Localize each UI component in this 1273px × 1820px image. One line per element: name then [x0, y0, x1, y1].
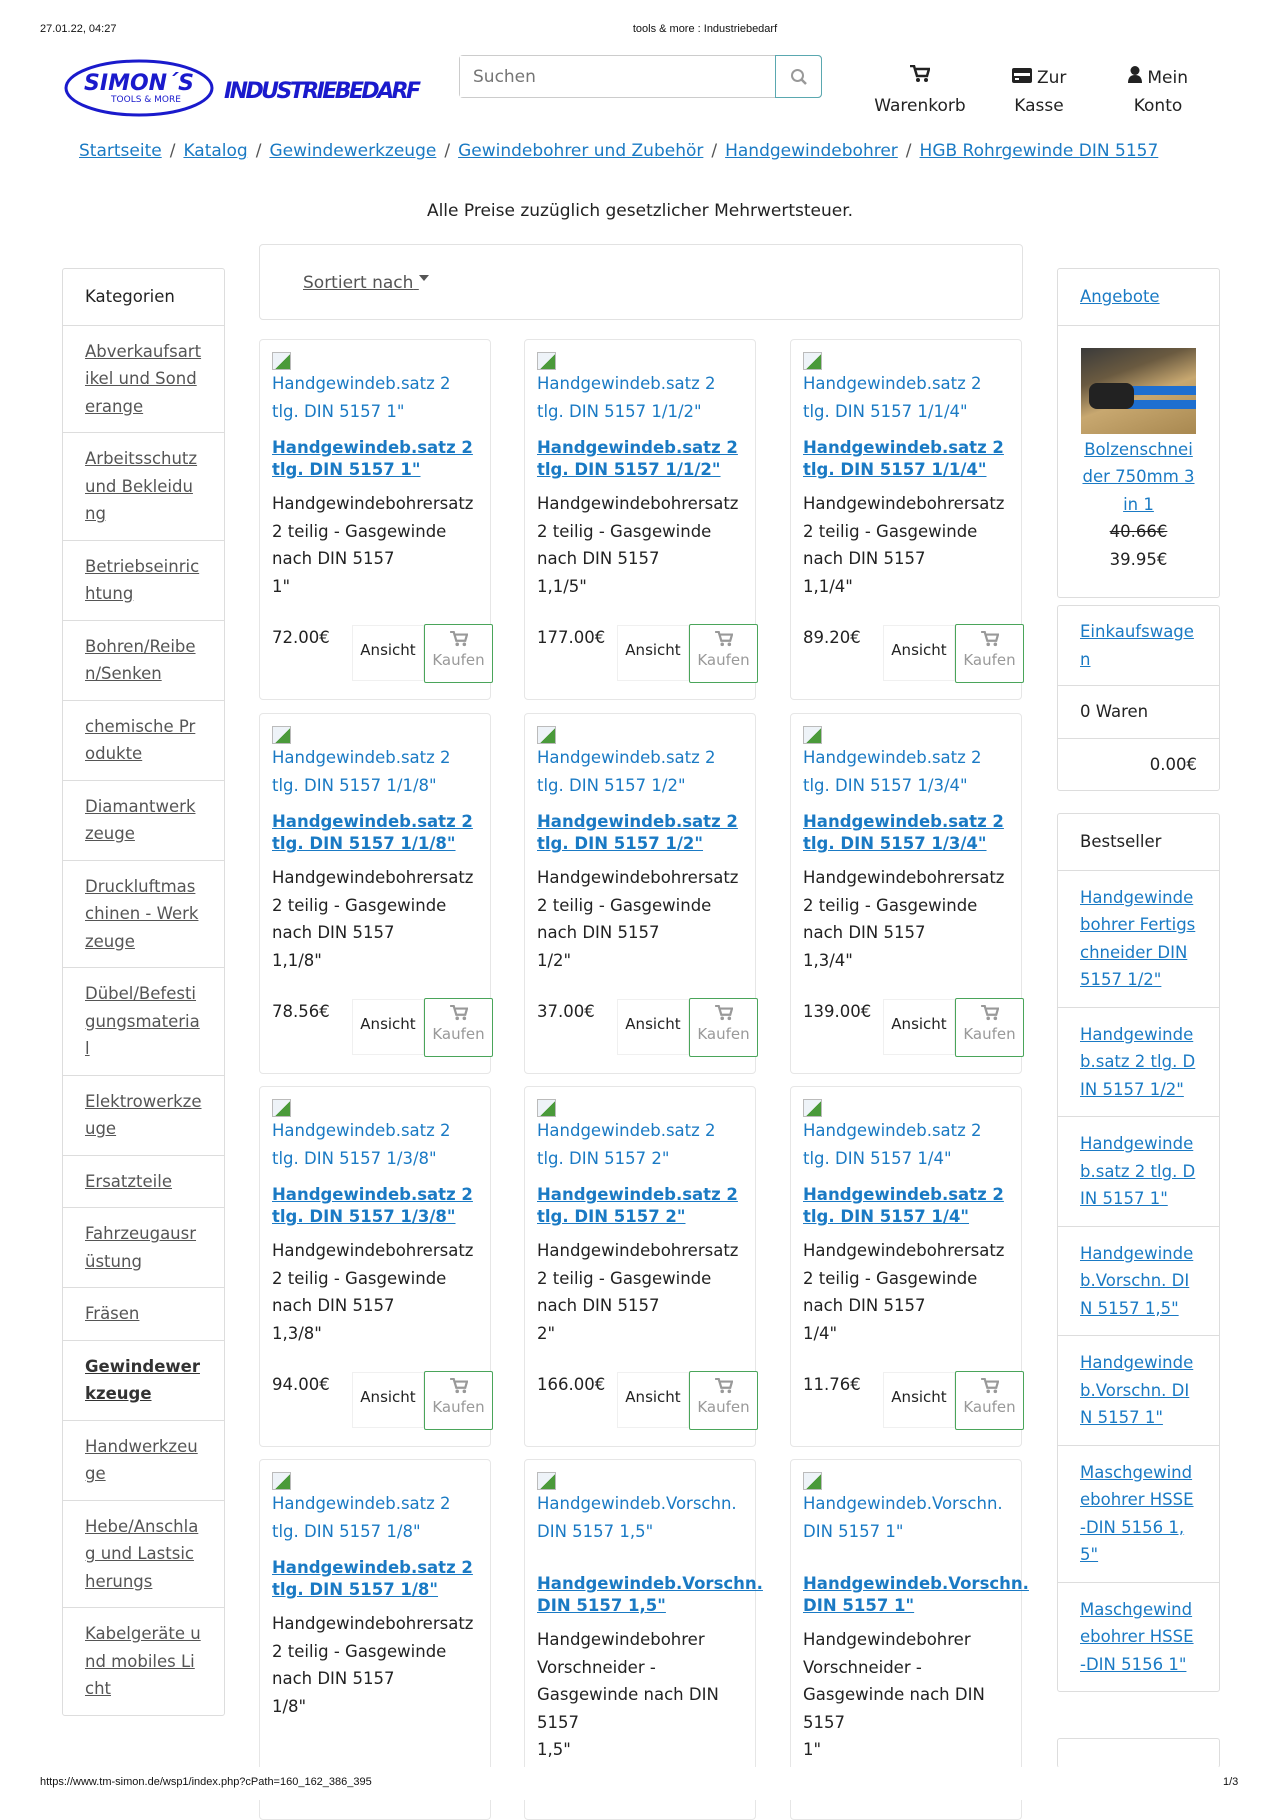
product-image-alt[interactable]: Handgewindeb.Vorschn. DIN 5157 1": [803, 1494, 1003, 1541]
print-title: tools & more : Industriebedarf: [632, 23, 778, 35]
buy-label: Kaufen: [963, 1398, 1016, 1416]
category-item: [63, 967, 224, 1075]
description-line: 2 teilig - Gasgewinde: [272, 895, 447, 915]
checkout-link[interactable]: [998, 64, 1080, 120]
product-price: 37.00€: [537, 1002, 595, 1021]
cart-icon: [981, 631, 999, 647]
category-item: [63, 1155, 224, 1208]
description-line: nach DIN 5157: [803, 549, 926, 568]
breadcrumb-separator: /: [905, 141, 912, 161]
cart-icon: [910, 65, 930, 83]
category-item: [63, 1075, 224, 1155]
offer-old-price: 40.66€: [1109, 522, 1168, 541]
broken-image-icon[interactable]: [272, 1099, 291, 1117]
offers-panel: [1057, 268, 1220, 598]
view-button[interactable]: Ansicht: [883, 999, 955, 1055]
bestseller-item: [1058, 870, 1219, 1007]
offer-product-image[interactable]: [1081, 348, 1196, 434]
bestseller-item: [1058, 1582, 1219, 1692]
broken-image-icon[interactable]: [537, 352, 556, 370]
category-link[interactable]: Druckluftmaschinen - Werkzeuge: [85, 876, 199, 951]
buy-label: Kaufen: [697, 1025, 750, 1043]
view-button[interactable]: Ansicht: [352, 1372, 424, 1428]
category-link[interactable]: Bohren/Reiben/Senken: [85, 636, 196, 683]
product-description: [537, 1626, 743, 1759]
description-line: 1/4": [803, 1323, 838, 1343]
category-item: [63, 620, 224, 700]
account-label-2: Konto: [1133, 96, 1183, 116]
description-line: 2 teilig - Gasgewinde: [537, 895, 712, 915]
category-item: [63, 1207, 224, 1287]
print-page-number: 1/3: [1223, 1776, 1239, 1788]
product-card: [790, 339, 1022, 700]
product-price: 11.76€: [803, 1375, 861, 1394]
product-description: [537, 1237, 743, 1355]
buy-button[interactable]: [689, 1371, 758, 1430]
product-title-link[interactable]: Handgewindeb.satz 2 tlg. DIN 5157 1/3/4": [803, 812, 1004, 853]
description-line: Handgewindebohrersatz: [803, 1241, 1005, 1260]
description-line: nach DIN 5157: [537, 1296, 660, 1315]
product-card: [790, 713, 1022, 1074]
offer-product-link[interactable]: Bolzenschneider 750mm 3 in 1: [1082, 439, 1195, 514]
product-description: [272, 1237, 478, 1355]
description-line: 1,3/4": [803, 950, 853, 970]
buy-button[interactable]: [955, 1371, 1024, 1430]
breadcrumb-separator: /: [169, 141, 176, 161]
product-description: [272, 864, 478, 982]
checkout-label-2: Kasse: [1014, 96, 1064, 116]
breadcrumb-link[interactable]: Startseite: [79, 141, 162, 161]
category-link[interactable]: chemische Produkte: [85, 716, 196, 763]
buy-label: Kaufen: [963, 1025, 1016, 1043]
buy-button[interactable]: [689, 624, 758, 683]
search-icon: [790, 68, 808, 86]
sort-label: Sortiert nach: [303, 273, 414, 293]
breadcrumb-link[interactable]: Katalog: [183, 141, 248, 161]
category-link[interactable]: Gewindewerkzeuge: [85, 1356, 200, 1403]
breadcrumb-separator: /: [255, 141, 262, 161]
description-line: 5157: [537, 1712, 579, 1732]
next-panel: [1057, 1738, 1220, 1768]
view-button[interactable]: Ansicht: [617, 999, 689, 1055]
product-image-alt[interactable]: Handgewindeb.satz 2 tlg. DIN 5157 1/8": [272, 1494, 451, 1541]
description-line: nach DIN 5157: [272, 923, 395, 942]
category-item: [63, 432, 224, 540]
broken-image-icon[interactable]: [803, 1099, 822, 1117]
offers-link[interactable]: Angebote: [1080, 287, 1160, 306]
broken-image-icon[interactable]: [537, 726, 556, 744]
category-link[interactable]: Kabelgeräte und mobiles Licht: [85, 1624, 201, 1698]
buy-label: Kaufen: [697, 1398, 750, 1416]
cart-icon: [715, 1005, 733, 1021]
description-line: 2 teilig - Gasgewinde: [803, 895, 978, 915]
category-link[interactable]: Elektrowerkzeuge: [85, 1091, 202, 1138]
product-image-alt[interactable]: Handgewindeb.satz 2 tlg. DIN 5157 1/1/8": [272, 748, 451, 795]
description-line: 2": [537, 1323, 556, 1343]
product-image-alt[interactable]: Handgewindeb.satz 2 tlg. DIN 5157 1/1/2": [537, 374, 716, 421]
view-button[interactable]: Ansicht: [617, 625, 689, 681]
product-description: [272, 1610, 478, 1728]
description-line: Handgewindebohrersatz: [803, 494, 1005, 513]
breadcrumb-link[interactable]: Gewindebohrer und Zubehör: [458, 141, 704, 161]
bestseller-item: [1058, 1116, 1219, 1226]
description-line: 2 teilig - Gasgewinde: [537, 1268, 712, 1288]
bestseller-link[interactable]: Maschgewindebohrer HSSE -DIN 5156 1,5": [1080, 1462, 1194, 1564]
description-line: 2 teilig - Gasgewinde: [272, 521, 447, 541]
product-card: [524, 713, 756, 1074]
search-input[interactable]: [460, 56, 776, 97]
product-image-alt[interactable]: Handgewindeb.satz 2 tlg. DIN 5157 1/4": [803, 1121, 982, 1168]
cart-icon: [450, 1378, 468, 1394]
cart-total: 0.00€: [1058, 738, 1219, 791]
product-price: 89.20€: [803, 628, 861, 647]
description-line: 2 teilig - Gasgewinde: [803, 521, 978, 541]
broken-image-icon[interactable]: [272, 726, 291, 744]
cart-icon: [450, 631, 468, 647]
product-image-alt[interactable]: Handgewindeb.Vorschn. DIN 5157 1,5": [537, 1494, 737, 1541]
product-price: 78.56€: [272, 1002, 330, 1021]
breadcrumb-link[interactable]: Handgewindebohrer: [725, 141, 898, 161]
offer-price: 39.95€: [1109, 549, 1168, 569]
product-card: [524, 1459, 763, 1820]
category-item: [63, 1607, 224, 1715]
product-description: [803, 490, 1009, 608]
buy-button[interactable]: [955, 624, 1024, 683]
cart-icon: [981, 1378, 999, 1394]
description-line: nach DIN 5157: [272, 1296, 395, 1315]
breadcrumb-link[interactable]: Gewindewerkzeuge: [269, 141, 437, 161]
product-image-alt[interactable]: Handgewindeb.satz 2 tlg. DIN 5157 1/3/4": [803, 748, 982, 795]
cart-link[interactable]: [870, 64, 970, 120]
category-link[interactable]: Handwerkzeuge: [85, 1436, 198, 1483]
category-item: [63, 860, 224, 968]
product-card: [259, 713, 491, 1074]
bestseller-panel: [1057, 813, 1220, 1692]
checkout-label-1: Zur: [1036, 68, 1067, 88]
user-icon: [1128, 66, 1142, 83]
buy-button[interactable]: [424, 1371, 493, 1430]
cart-items-count: 0 Waren: [1058, 685, 1219, 738]
breadcrumb-link[interactable]: HGB Rohrgewinde DIN 5157: [919, 141, 1159, 161]
search-button[interactable]: [775, 55, 822, 98]
broken-image-icon[interactable]: [803, 726, 822, 744]
description-line: 1/8": [272, 1696, 307, 1716]
category-link[interactable]: Fahrzeugausrüstung: [85, 1224, 197, 1271]
description-line: 1": [272, 576, 291, 596]
category-item: [63, 1500, 224, 1608]
category-item: [63, 1420, 224, 1500]
categories-title: Kategorien: [85, 287, 175, 306]
view-button[interactable]: Ansicht: [617, 1372, 689, 1428]
description-line: 2 teilig - Gasgewinde: [272, 1641, 447, 1661]
description-line: Handgewindebohrersatz: [272, 494, 474, 513]
cart-icon: [715, 1378, 733, 1394]
description-line: 1,3/8": [272, 1323, 322, 1343]
buy-label: Kaufen: [697, 651, 750, 669]
categories-panel: [62, 268, 225, 1716]
logo-brand: INDUSTRIEBEDARF: [224, 79, 421, 104]
description-line: Vorschneider -: [803, 1657, 922, 1677]
description-line: Handgewindebohrer: [803, 1630, 971, 1649]
search-bar: [459, 55, 822, 98]
product-price: 72.00€: [272, 628, 330, 647]
description-line: Handgewindebohrersatz: [272, 1241, 474, 1260]
cart-label: Warenkorb: [874, 96, 966, 116]
product-description: [803, 1626, 1009, 1759]
product-description: [803, 864, 1009, 982]
product-title-link[interactable]: Handgewindeb.satz 2 tlg. DIN 5157 1": [272, 438, 473, 479]
product-title-link[interactable]: Handgewindeb.satz 2 tlg. DIN 5157 1/1/8": [272, 812, 473, 853]
product-description: [272, 490, 478, 608]
category-item: [63, 1287, 224, 1340]
view-button[interactable]: Ansicht: [352, 625, 424, 681]
product-title-link[interactable]: Handgewindeb.satz 2 tlg. DIN 5157 1/2": [537, 812, 738, 853]
caret-down-icon: [419, 275, 429, 281]
breadcrumb: [79, 141, 1158, 161]
logo[interactable]: [64, 58, 424, 118]
product-image-alt[interactable]: Handgewindeb.satz 2 tlg. DIN 5157 1": [272, 374, 451, 421]
category-link[interactable]: Dübel/Befestigungsmaterial: [85, 984, 200, 1058]
description-line: Handgewindebohrersatz: [803, 868, 1005, 887]
product-image-alt[interactable]: Handgewindeb.satz 2 tlg. DIN 5157 1/3/8": [272, 1121, 451, 1168]
product-title-link[interactable]: Handgewindeb.satz 2 tlg. DIN 5157 1/4": [803, 1185, 1004, 1226]
sort-bar: [259, 244, 1023, 320]
buy-button[interactable]: [955, 998, 1024, 1057]
buy-button[interactable]: [424, 624, 493, 683]
category-item: [63, 325, 224, 433]
buy-label: Kaufen: [432, 1398, 485, 1416]
product-card: [524, 339, 756, 700]
category-link[interactable]: Hebe/Anschlag und Lastsicherungs: [85, 1516, 199, 1591]
category-item: [63, 780, 224, 860]
buy-label: Kaufen: [963, 651, 1016, 669]
description-line: Gasgewinde nach DIN: [803, 1685, 985, 1704]
bestseller-link[interactable]: Handgewindebohrer Fertigschneider DIN 5157 1/2": [1080, 887, 1196, 989]
description-line: 1": [803, 1740, 822, 1759]
bestseller-link[interactable]: Handgewindeb.Vorschn. DIN 5157 1,5": [1080, 1243, 1194, 1318]
buy-label: Kaufen: [432, 1025, 485, 1043]
product-price: 139.00€: [803, 1002, 872, 1021]
description-line: 1,1/5": [537, 576, 587, 596]
product-image-alt[interactable]: Handgewindeb.satz 2 tlg. DIN 5157 1/2": [537, 748, 716, 795]
bestseller-item: [1058, 1226, 1219, 1336]
description-line: Vorschneider -: [537, 1657, 656, 1677]
category-link[interactable]: Ersatzteile: [85, 1171, 172, 1191]
description-line: Handgewindebohrersatz: [272, 1614, 474, 1633]
view-button[interactable]: Ansicht: [883, 1372, 955, 1428]
cart-panel-link[interactable]: Einkaufswagen: [1080, 622, 1194, 669]
product-price: 94.00€: [272, 1375, 330, 1394]
description-line: Handgewindebohrersatz: [537, 494, 739, 513]
category-item: [63, 540, 224, 620]
account-label-1: Mein: [1147, 68, 1189, 88]
description-line: nach DIN 5157: [803, 1296, 926, 1315]
description-line: 2 teilig - Gasgewinde: [803, 1268, 978, 1288]
logo-subtext: TOOLS & MORE: [111, 95, 181, 105]
product-image-alt[interactable]: Handgewindeb.satz 2 tlg. DIN 5157 2": [537, 1121, 716, 1168]
cart-icon: [450, 1005, 468, 1021]
description-line: Handgewindebohrersatz: [272, 868, 474, 887]
description-line: nach DIN 5157: [537, 923, 660, 942]
description-line: nach DIN 5157: [272, 1669, 395, 1688]
print-date: 27.01.22, 04:27: [40, 23, 117, 35]
cart-icon: [715, 631, 733, 647]
description-line: 1/2": [537, 950, 572, 970]
product-title-link[interactable]: Handgewindeb.satz 2 tlg. DIN 5157 1/1/2": [537, 438, 738, 479]
category-item: [63, 1340, 224, 1420]
category-link[interactable]: Betriebseinrichtung: [85, 556, 200, 603]
description-line: 1,5": [537, 1740, 571, 1759]
product-card: [524, 1086, 756, 1447]
print-url: https://www.tm-simon.de/wsp1/index.php?cPath=160_162_386_395: [40, 1776, 372, 1788]
bestseller-link[interactable]: Handgewindeb.satz 2 tlg. DIN 5157 1": [1080, 1134, 1196, 1208]
category-link[interactable]: Arbeitsschutz und Bekleidung: [85, 449, 198, 523]
price-notice: Alle Preise zuzüglich gesetzlicher Mehrwertsteuer.: [426, 201, 854, 221]
product-price: 177.00€: [537, 628, 606, 647]
description-line: nach DIN 5157: [803, 923, 926, 942]
account-link[interactable]: [1115, 64, 1201, 120]
product-description: [803, 1237, 1009, 1355]
view-button[interactable]: Ansicht: [352, 999, 424, 1055]
broken-image-icon[interactable]: [803, 1472, 822, 1490]
bestseller-link[interactable]: Handgewindeb.satz 2 tlg. DIN 5157 1/2": [1080, 1024, 1196, 1099]
product-title-link[interactable]: Handgewindeb.satz 2 tlg. DIN 5157 2": [537, 1185, 738, 1226]
category-item: [63, 700, 224, 780]
product-title-link[interactable]: Handgewindeb.satz 2 tlg. DIN 5157 1/1/4": [803, 438, 1004, 479]
bestseller-item: [1058, 1007, 1219, 1117]
product-price: 166.00€: [537, 1375, 606, 1394]
product-title-link[interactable]: Handgewindeb.Vorschn. DIN 5157 1,5": [537, 1574, 763, 1615]
category-link[interactable]: Fräsen: [85, 1304, 140, 1323]
description-line: nach DIN 5157: [272, 549, 395, 568]
product-card: [259, 1459, 491, 1820]
description-line: Handgewindebohrersatz: [537, 1241, 739, 1260]
credit-card-icon: [1012, 68, 1032, 83]
description-line: Gasgewinde nach DIN: [537, 1685, 719, 1704]
description-line: 1,1/4": [803, 576, 853, 596]
description-line: 2 teilig - Gasgewinde: [537, 521, 712, 541]
description-line: nach DIN 5157: [537, 549, 660, 568]
view-button[interactable]: Ansicht: [883, 625, 955, 681]
product-title-link[interactable]: Handgewindeb.satz 2 tlg. DIN 5157 1/8": [272, 1558, 473, 1599]
breadcrumb-separator: /: [444, 141, 451, 161]
description-line: Handgewindebohrer: [537, 1630, 705, 1649]
bestseller-link[interactable]: Maschgewindebohrer HSSE -DIN 5156 1": [1080, 1599, 1194, 1674]
broken-image-icon[interactable]: [803, 352, 822, 370]
product-title-link[interactable]: Handgewindeb.satz 2 tlg. DIN 5157 1/3/8": [272, 1185, 473, 1226]
product-card: [790, 1459, 1029, 1820]
cart-panel: [1057, 605, 1220, 791]
description-line: Handgewindebohrersatz: [537, 868, 739, 887]
description-line: 1,1/8": [272, 950, 322, 970]
broken-image-icon[interactable]: [537, 1472, 556, 1490]
broken-image-icon[interactable]: [272, 352, 291, 370]
product-card: [259, 1086, 491, 1447]
bestseller-title: Bestseller: [1080, 832, 1162, 851]
product-description: [537, 864, 743, 982]
broken-image-icon[interactable]: [272, 1472, 291, 1490]
buy-label: Kaufen: [432, 651, 485, 669]
product-card: [259, 339, 491, 700]
sort-dropdown[interactable]: [303, 273, 429, 293]
bestseller-link[interactable]: Handgewindeb.Vorschn. DIN 5157 1": [1080, 1353, 1194, 1427]
bestseller-item: [1058, 1335, 1219, 1445]
bestseller-item: [1058, 1445, 1219, 1582]
buy-button[interactable]: [689, 998, 758, 1057]
cart-icon: [981, 1005, 999, 1021]
category-link[interactable]: Diamantwerkzeuge: [85, 796, 196, 843]
logo-text: SIMON´S: [84, 71, 194, 96]
breadcrumb-separator: /: [711, 141, 718, 161]
description-line: 2 teilig - Gasgewinde: [272, 1268, 447, 1288]
product-title-link[interactable]: Handgewindeb.Vorschn. DIN 5157 1": [803, 1574, 1029, 1615]
product-description: [537, 490, 743, 608]
category-link[interactable]: Abverkaufsartikel und Sonderange: [85, 341, 202, 416]
broken-image-icon[interactable]: [537, 1099, 556, 1117]
description-line: 5157: [803, 1712, 845, 1732]
product-card: [790, 1086, 1022, 1447]
product-image-alt[interactable]: Handgewindeb.satz 2 tlg. DIN 5157 1/1/4": [803, 374, 982, 421]
buy-button[interactable]: [424, 998, 493, 1057]
